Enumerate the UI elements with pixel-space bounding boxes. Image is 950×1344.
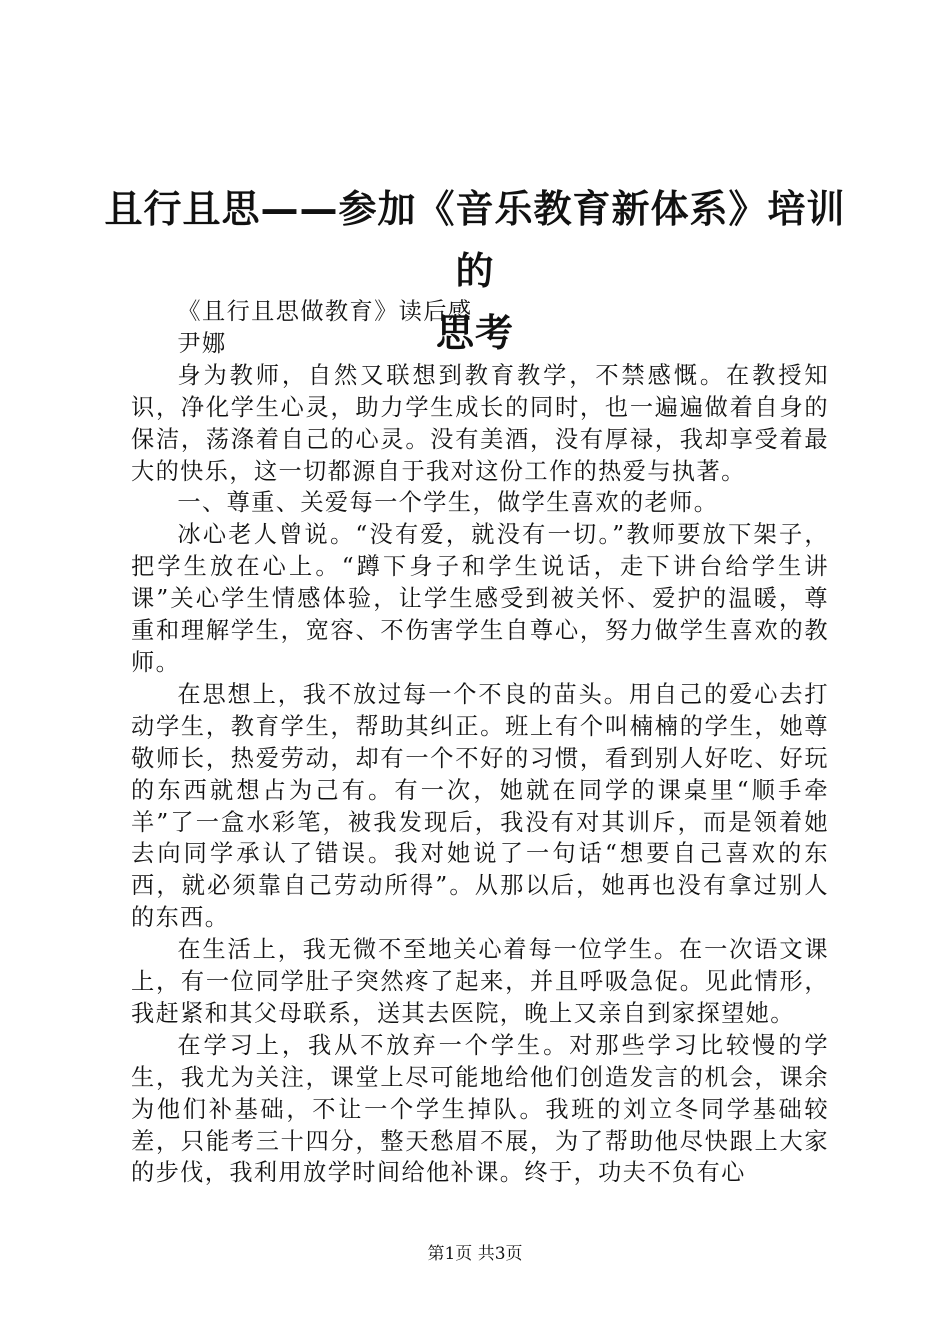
paragraph: 在思想上，我不放过每一个不良的苗头。用自己的爱心去打动学生，教育学生，帮助其纠正。班上有个叫楠楠的学生，她尊敬师长，热爱劳动，却有一个不好的习惯，看到别人好吃、好玩的东西就想占为己有。有一次，她就在同学的课桌里“顺手牵羊”了一盒水彩笔，被我发现后，我没有对其训斥，而是领着她去向同学承认了错误。我对她说了一句话“想要自己喜欢的东西，就必须靠自己劳动所得”。从那以后，她再也没有拿过别人的东西。 <box>131 680 829 932</box>
author-name: 尹娜 <box>177 329 227 357</box>
paragraph: 冰心老人曾说。“没有爱，就没有一切。”教师要放下架子，把学生放在心上。“蹲下身子和学生说话，走下讲台给学生讲课”关心学生情感体验，让学生感受到被关怀、爱护的温暖，尊重和理解学生，宽容、不伤害学生自尊心，努力做学生喜欢的教师。 <box>131 521 829 676</box>
paragraph: 在学习上，我从不放弃一个学生。对那些学习比较慢的学生，我尤为关注，课堂上尽可能地给他们创造发言的机会，课余为他们补基础，不让一个学生掉队。我班的刘立冬同学基础较差，只能考三十四分，整天愁眉不展，为了帮助他尽快跟上大家的步伐，我利用放学时间给他补课。终于，功夫不负有心 <box>131 1031 829 1187</box>
title-line-2: 思考 <box>435 311 514 355</box>
subtitle: 《且行且思做教育》读后感 <box>177 298 473 325</box>
section-heading: 一、尊重、关爱每一个学生，做学生喜欢的老师。 <box>177 489 719 517</box>
page-footer: 第1页 共3页 <box>427 1244 523 1264</box>
paragraph: 在生活上，我无微不至地关心着每一位学生。在一次语文课上，有一位同学肚子突然疼了起来，并且呼吸急促。见此情形，我赶紧和其父母联系，送其去医院，晚上又亲自到家探望她。 <box>131 936 829 1027</box>
paragraph: 身为教师，自然又联想到教育教学，不禁感慨。在教授知识，净化学生心灵，助力学生成长的同时，也一遍遍做着自身的保洁，荡涤着自己的心灵。没有美酒，没有厚禄，我却享受着最大的快乐，这一切都源自于我对这份工作的热爱与执著。 <box>131 361 829 485</box>
title-line-1: 且行且思——参加《音乐教育新体系》培训的 <box>104 187 846 293</box>
document-body <box>131 296 829 1189</box>
